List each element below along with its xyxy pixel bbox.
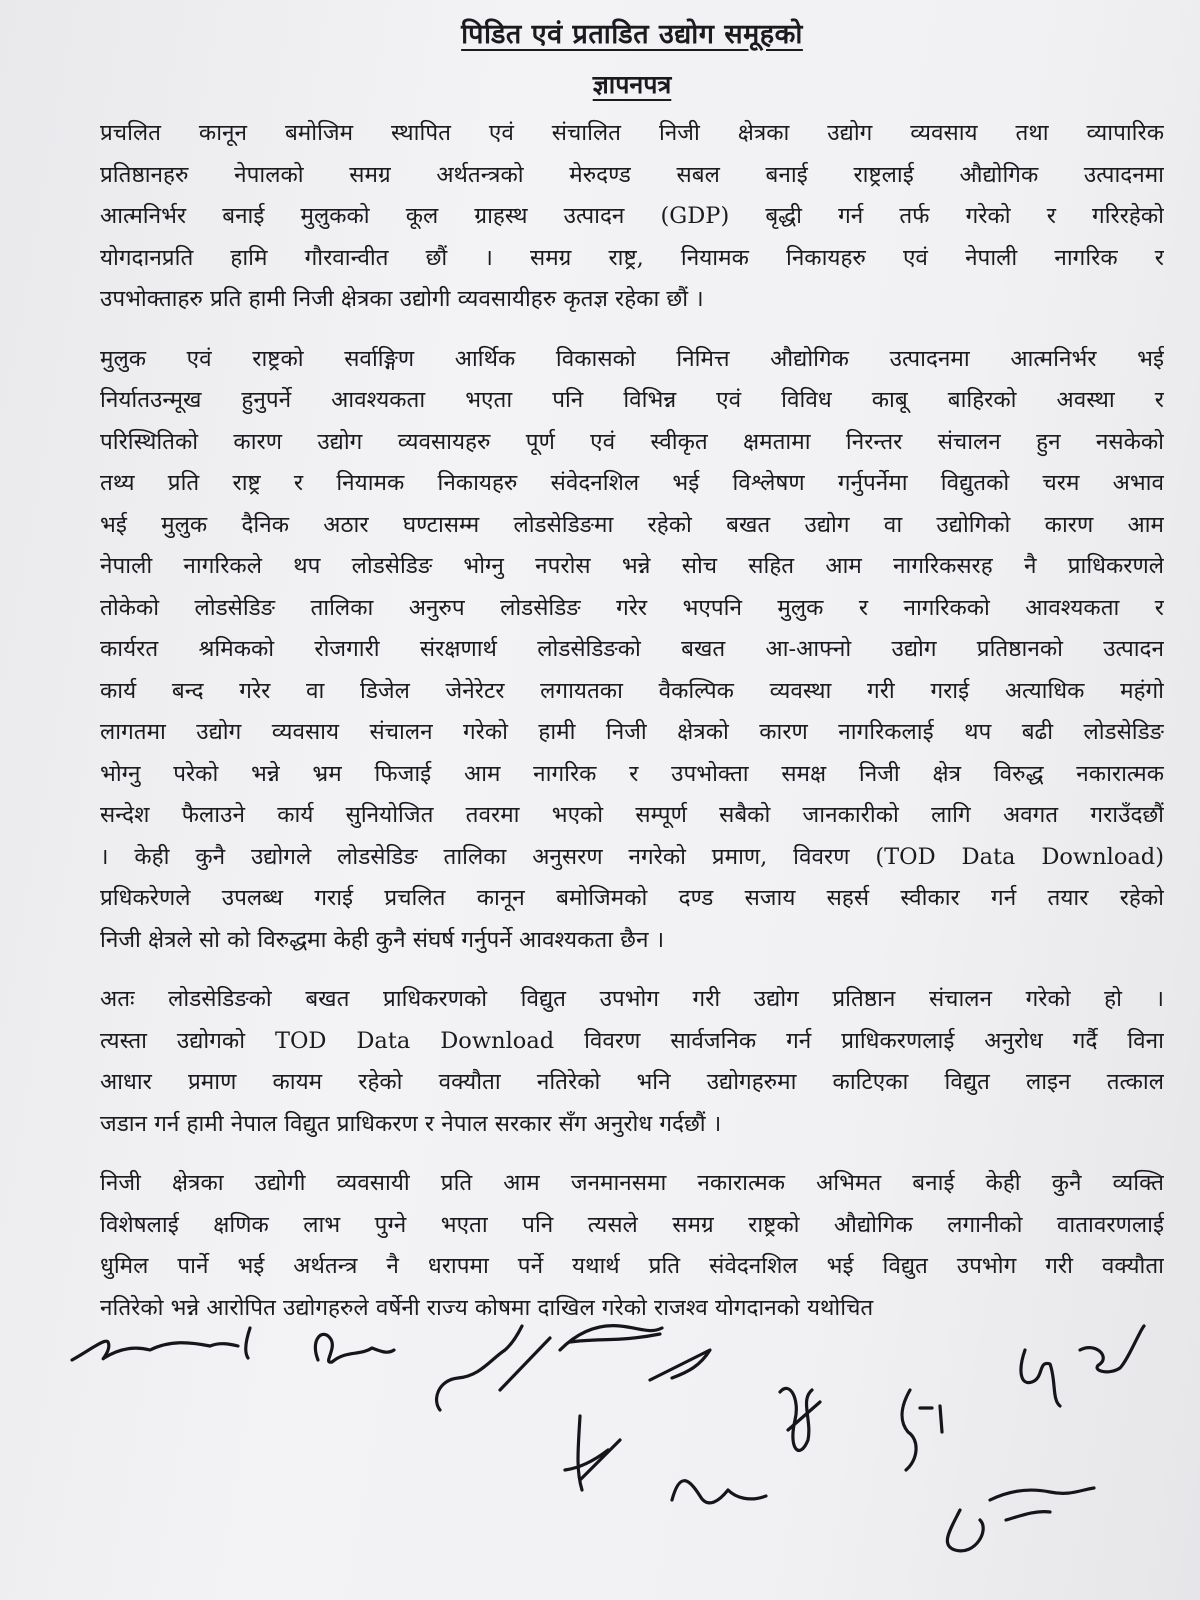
paragraph-line: तोकेको लोडसेडिङ तालिका अनुरुप लोडसेडिङ गरेर भएपनि मुलुक र नागरिकको आवश्यकता र: [100, 594, 1164, 621]
paragraph-line: नेपाली नागरिकले थप लोडसेडिङ भोग्नु नपरोस भन्ने सोच सहित आम नागरिकसरह नै प्राधिकरणले: [100, 553, 1164, 579]
paragraph-line: प्रधिकरेणले उपलब्ध गराई प्रचलित कानून बमोजिमको दण्ड सजाय सहर्स स्वीकार गर्न तयार रहेको: [100, 885, 1164, 911]
signature-11: [1080, 1326, 1144, 1372]
signature-1: [72, 1328, 250, 1360]
signatures-drawing: [60, 1320, 1160, 1590]
paragraph-line: जडान गर्न हामी नेपाल विद्युत प्राधिकरण र नेपाल सरकार सँग अनुरोध गर्दछौं ।: [100, 1110, 722, 1137]
paragraph-line: अतः लोडसेडिङको बखत प्राधिकरणको विद्युत उपभोग गरी उद्योग प्रतिष्ठान संचालन गरेको हो ।: [100, 986, 1164, 1012]
document-body: [100, 113, 1164, 1329]
signature-6: [565, 1416, 620, 1490]
paragraph-line: कार्य बन्द गरेर वा डिजेल जेनेरेटर लगायतका वैकल्पिक व्यवस्था गरी गराई अत्याधिक महंगो: [100, 677, 1164, 704]
document-title: पिडित एवं प्रताडित उद्योग समूहको: [461, 19, 803, 50]
paragraph-line: निजी क्षेत्रले सो को विरुद्धमा केही कुनै संघर्ष गर्नुपर्ने आवश्यकता छैन ।: [100, 926, 665, 953]
paragraph-line: भोग्नु परेको भन्ने भ्रम फिजाई आम नागरिक र उपभोक्ता समक्ष निजी क्षेत्र विरुद्ध नकारात्मक: [100, 760, 1164, 787]
paragraph-line: विशेषलाई क्षणिक लाभ पुग्ने भएता पनि त्यसले समग्र राष्ट्रको औद्योगिक लगानीको वातावरणलाई: [100, 1211, 1164, 1238]
paragraph-line: प्रचलित कानून बमोजिम स्थापित एवं संचालित निजी क्षेत्रका उद्योग व्यवसाय तथा व्यापारिक: [100, 120, 1164, 146]
body-paragraph: [100, 979, 1164, 1145]
paragraph-line: सन्देश फैलाउने कार्य सुनियोजित तवरमा भएको सम्पूर्ण सबैको जानकारीको लागि अवगत गराउँदछौं: [100, 802, 1164, 828]
paragraph-line: भई मुलुक दैनिक अठार घण्टासम्म लोडसेडिङमा रहेको बखत उद्योग वा उद्योगिको कारण आम: [100, 511, 1164, 538]
signature-10: [1021, 1350, 1060, 1406]
signature-9: [902, 1390, 942, 1470]
paragraph-line: प्रतिष्ठानहरु नेपालको समग्र अर्थतन्त्रको मेरुदण्ड सबल बनाई राष्ट्रलाई औद्योगिक उत्पादनमा: [100, 161, 1164, 188]
paragraph-line: लागतमा उद्योग व्यवसाय संचालन गरेको हामी निजी क्षेत्रको कारण नागरिकलाई थप बढी लोडसेडिङ: [100, 719, 1164, 745]
signature-13: [1006, 1512, 1050, 1520]
signature-8: [780, 1388, 820, 1450]
paragraph-line: निजी क्षेत्रका उद्योगी व्यवसायी प्रति आम जनमानसमा नकारात्मक अभिमत बनाई केही कुनै व्यक्ति: [100, 1170, 1164, 1196]
paragraph-line: नतिरेको भन्ने आरोपित उद्योगहरुले वर्षेनी राज्य कोषमा दाखिल गरेको राजश्व योगदानको यथोचित: [100, 1294, 874, 1321]
paragraph-line: उपभोक्ताहरु प्रति हामी निजी क्षेत्रका उद्योगी व्यवसायीहरु कृतज्ञ रहेका छौं ।: [100, 286, 704, 312]
paragraph-line: त्यस्ता उद्योगको TOD Data Download विवरण सार्वजनिक गर्न प्राधिकरणलाई अनुरोध गर्दै विना: [100, 1027, 1164, 1054]
signature-3: [437, 1326, 550, 1410]
paragraph-line: निर्यातउन्मूख हुनुपर्ने आवश्यकता भएता पनि विभिन्न एवं विविध काबू बाहिरको अवस्था र: [100, 387, 1164, 413]
paragraph-line: कार्यरत श्रमिकको रोजगारी संरक्षणार्थ लोडसेडिङको बखत आ-आफ्नो उद्योग प्रतिष्ठानको उत्पादन: [100, 636, 1164, 662]
paragraph-line: परिस्थितिको कारण उद्योग व्यवसायहरु पूर्ण एवं स्वीकृत क्षमतामा निरन्तर संचालन हुन नसकेको: [100, 428, 1164, 455]
paragraph-line: आधार प्रमाण कायम रहेको वक्यौता नतिरेको भनि उद्योगहरुमा काटिएका विद्युत लाइन तत्काल: [100, 1069, 1164, 1095]
paragraph-line: योगदानप्रति हामि गौरवान्वीत छौं । समग्र राष्ट्र, नियामक निकायहरु एवं नेपाली नागरिक र: [100, 244, 1164, 271]
signatures-area: [60, 1320, 1160, 1590]
signature-12: [947, 1488, 1094, 1551]
body-paragraph: [100, 339, 1164, 962]
signature-5: [650, 1350, 710, 1380]
signature-7: [672, 1481, 766, 1503]
paragraph-line: तथ्य प्रति राष्ट्र र नियामक निकायहरु संवेदनशिल भई विश्लेषण गर्नुपर्नेमा विद्युतको चरम अभाव: [100, 470, 1164, 496]
paragraph-line: आत्मनिर्भर बनाई मुलुकको कूल ग्राहस्थ उत्पादन (GDP) बृद्धी गर्न तर्फ गरेको र गरिरहेको: [100, 203, 1164, 229]
signature-2: [315, 1334, 394, 1362]
paragraph-line: मुलुक एवं राष्ट्रको सर्वाङ्गिण आर्थिक विकासको निमित्त औद्योगिक उत्पादनमा आत्मनिर्भर भई: [100, 345, 1164, 372]
body-paragraph: [100, 1163, 1164, 1329]
document-subtitle: ज्ञापनपत्र: [592, 70, 672, 99]
signature-4: [560, 1326, 662, 1350]
body-paragraph: [100, 113, 1164, 321]
paragraph-line: धुमिल पार्ने भई अर्थतन्त्र नै धरापमा पर्ने यथार्थ प्रति संवेदनशिल भई विद्युत उपभोग गरी वक्यौता: [100, 1253, 1164, 1279]
paragraph-line: । केही कुनै उद्योगले लोडसेडिङ तालिका अनुसरण नगरेको प्रमाण, विवरण (TOD Data Download): [100, 843, 1164, 870]
